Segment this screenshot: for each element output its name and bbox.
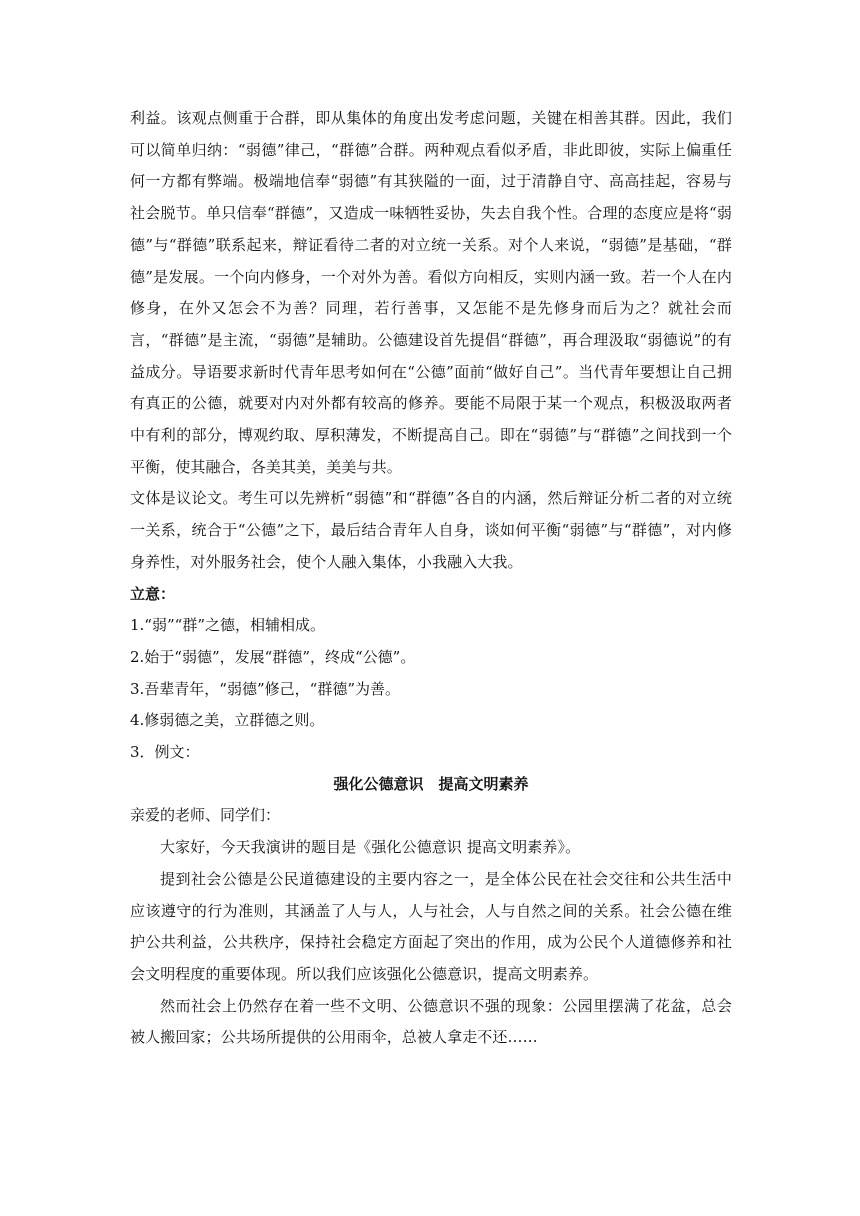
essay-paragraph: 提到社会公德是公民道德建设的主要内容之一，是全体公民在社会交往和公共生活中应该遵守的行为准则，其涵盖了人与人，人与社会，人与自然之间的关系。社会公德在维护公共利益，公共秩序，保持社会稳定方面起了突出的作用，成为公民个人道德修养和社会文明程度的重要体现。所以我们应该强化公德意识，提高文明素养。 (130, 869, 732, 983)
essay-salutation: 亲爱的老师、同学们： (130, 806, 281, 825)
essay-paragraph: 大家好，今天我演讲的题目是《强化公德意识 提高文明素养》。 (160, 838, 581, 857)
essay-paragraph: 然而社会上仍然存在着一些不文明、公德意识不强的现象：公园里摆满了花盆，总会被人搬回家；公共场所提供的公用雨伞，总被人拿走不还…… (130, 996, 732, 1047)
document-body (130, 103, 732, 1054)
thesis-item: 3.吾辈青年，“弱德”修己，“群德”为善。 (130, 679, 400, 698)
thesis-item: 1.“弱”“群”之德，相辅相成。 (130, 616, 325, 635)
thesis-heading: 立意： (130, 584, 176, 603)
analysis-paragraph: 利益。该观点侧重于合群，即从集体的角度出发考虑问题，关键在相善其群。因此，我们可以简单归纳：“弱德”律己，“群德”合群。两种观点看似矛盾，非此即彼，实际上偏重任何一方都有弊端。极端地信奉“弱德”有其狭隘的一面，过于清静自守、高高挂起，容易与社会脱节。单只信奉“群德”，又造成一味牺牲妥协，失去自我个性。合理的态度应是将“弱德”与“群德”联系起来，辩证看待二者的对立统一关系。对个人来说，“弱德”是基础，“群德”是发展。一个向内修身，一个对外为善。看似方向相反，实则内涵一致。若一个人在内修身，在外又怎会不为善？同理，若行善事，又怎能不是先修身而后为之？就社会而言，“群德”是主流，“弱德”是辅助。公德建设首先提倡“群德”，再合理汲取“弱德说”的有益成分。导语要求新时代青年思考如何在“公德”面前“做好自己”。当代青年要想让自己拥有真正的公德，就要对内对外都有较高的修养。要能不局限于某一个观点，积极汲取两者中有利的部分，博观约取、厚积薄发，不断提高自己。即在“弱德”与“群德”之间找到一个平衡，使其融合，各美其美，美美与共。 (130, 109, 732, 476)
genre-paragraph: 文体是议论文。考生可以先辨析“弱德”和“群德”各自的内涵，然后辩证分析二者的对立统一关系，统合于“公德”之下，最后结合青年人自身，谈如何平衡“弱德”与“群德”，对内修身养性，对外服务社会，使个人融入集体，小我融入大我。 (130, 489, 732, 571)
thesis-item: 4.修弱德之美，立群德之则。 (130, 711, 325, 730)
sample-essay-label: 3．例文： (130, 743, 200, 762)
essay-title: 强化公德意识 提高文明素养 (333, 774, 529, 793)
thesis-item: 2.始于“弱德”，发展“群德”，终成“公德”。 (130, 647, 416, 666)
